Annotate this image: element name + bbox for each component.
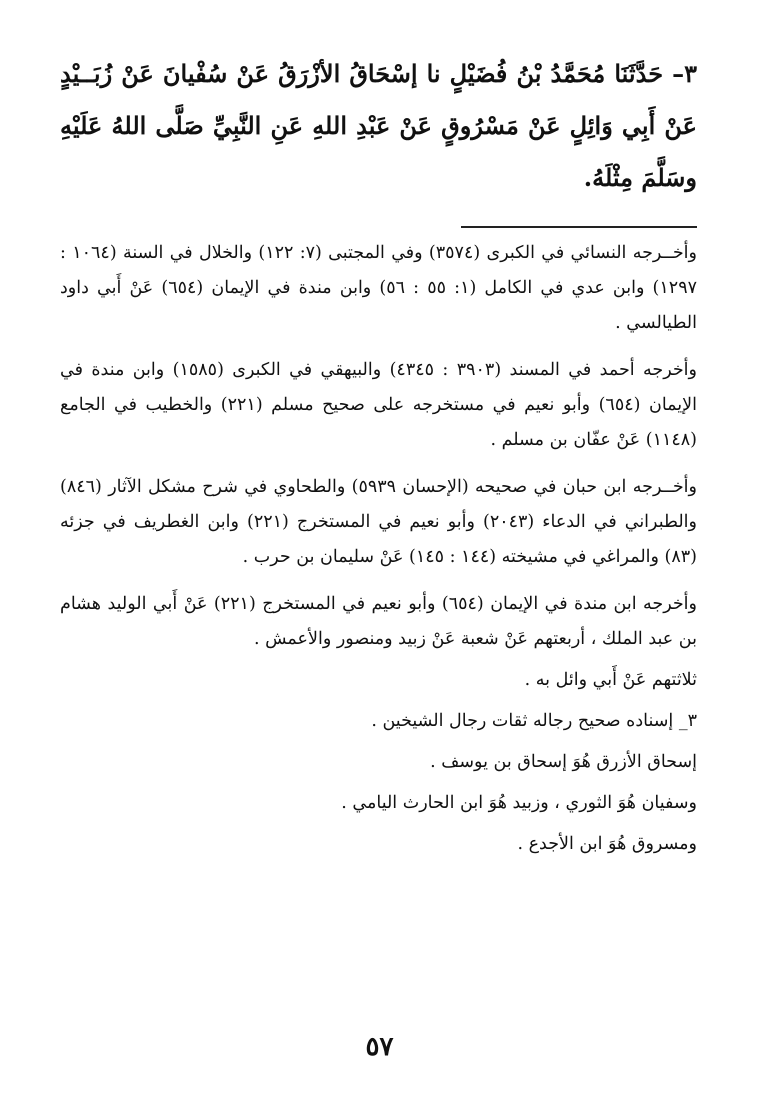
footnote-separator	[461, 226, 697, 228]
hadith-text-block	[60, 48, 697, 204]
note-isnad-grade: ٣_ إسناده صحيح رجاله ثقات رجال الشيخين .	[371, 711, 697, 731]
hadith-text: ٣– حَدَّثَنَا مُحَمَّدُ بْنُ فُضَيْلٍ نا إسْحَاقُ الأزْرَقُ عَنْ سُفْيانَ عَنْ زُبَــيْدٍ عَنْ أَبِي وَائِلٍ عَنْ مَسْرُوقٍ عَنْ عَبْدِ اللهِ عَنِ النَّبِيِّ صَلَّى اللهُ عَلَيْهِ وسَلَّمَ مِثْلَهُ.	[60, 59, 697, 192]
page-number: ٥٧	[365, 1032, 394, 1062]
note-ahmad: وأخرجه أحمد في المسند (٣٩٠٣ : ٤٣٤٥) والبيهقي في الكبرى (١٥٨٥) وابن مندة في الإيمان (٦٥٤) وأبو نعيم في مستخرجه على صحيح مسلم (٢٢١) والخطيب في الجامع (١١٤٨) عَنْ عفّان بن مسلم .	[60, 360, 697, 450]
footnotes-block	[60, 236, 697, 868]
note-three-of-them: ثلاثتهم عَنْ أَبي وائل به .	[524, 670, 697, 690]
note-ishaq: إسحاق الأزرق هُوَ إسحاق بن يوسف .	[430, 752, 697, 772]
note-nasai: وأخــرجه النسائي في الكبرى (٣٥٧٤) وفي المجتبى (٧: ١٢٢) والخلال في السنة (١٠٦٤ : ١٢٩٧) وابن عدي في الكامل (١: ٥٥ : ٥٦) وابن مندة في الإيمان (٦٥٤) عَنْ أَبي داود الطيالسي .	[60, 243, 697, 333]
note-ibn-hibban: وأخــرجه ابن حبان في صحيحه (الإحسان ٥٩٣٩) والطحاوي في شرح مشكل الآثار (٨٤٦) والطبراني في الدعاء (٢٠٤٣) وأبو نعيم في المستخرج (٢٢١) وابن الغطريف في جزئه (٨٣) والمراغي في مشيخته (١٤٤ : ١٤٥) عَنْ سليمان بن حرب .	[60, 477, 697, 567]
note-sufyan: وسفيان هُوَ الثوري ، وزبيد هُوَ ابن الحارث اليامي .	[341, 793, 697, 813]
note-masruq: ومسروق هُوَ ابن الأجدع .	[517, 834, 697, 854]
note-ibn-mandah: وأخرجه ابن مندة في الإيمان (٦٥٤) وأبو نعيم في المستخرج (٢٢١) عَنْ أَبي الوليد هشام بن عبد الملك ، أربعتهم عَنْ شعبة عَنْ زبيد ومنصور والأعمش .	[60, 594, 697, 649]
